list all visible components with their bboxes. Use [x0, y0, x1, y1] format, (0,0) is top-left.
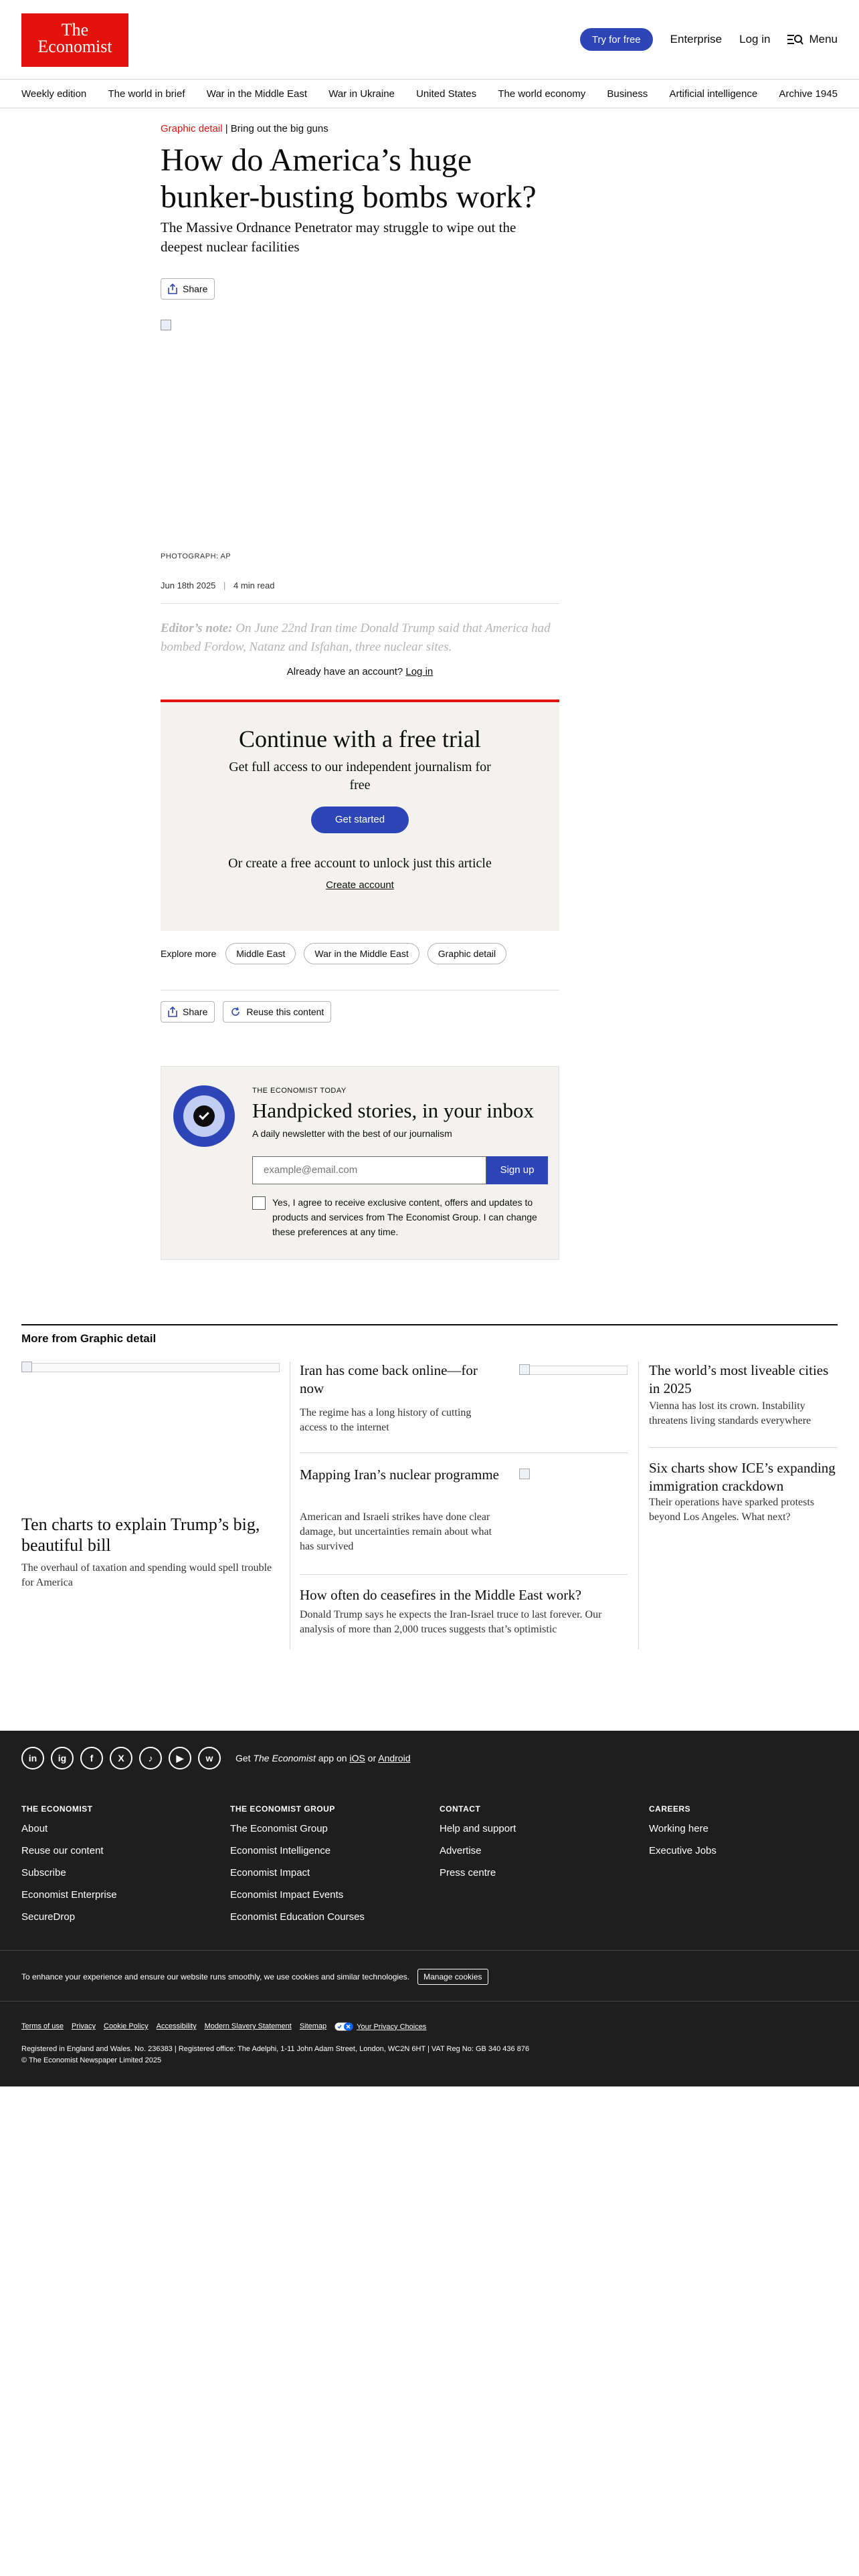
card-iran-nuclear-desc: American and Israeli strikes have done clear damage, but uncertainties remain about what has survived	[300, 1511, 492, 1552]
paywall-alt-text: Or create a free account to unlock just this article	[228, 856, 492, 871]
card-iran-nuclear-headline[interactable]: Mapping Iran’s nuclear programme	[300, 1467, 499, 1483]
linkedin-icon[interactable]: in	[21, 1747, 44, 1769]
social-links	[21, 1747, 221, 1769]
footer-link-impact[interactable]: Economist Impact	[230, 1867, 310, 1879]
nav-item-war-ukraine[interactable]: War in Ukraine	[328, 88, 395, 100]
top-nav	[0, 80, 859, 108]
legal-links	[21, 2022, 426, 2031]
publish-date: Jun 18th 2025	[161, 580, 216, 591]
x-icon[interactable]: X	[110, 1747, 132, 1769]
newsletter-description: A daily newsletter with the best of our journalism	[252, 1128, 452, 1139]
card-ice-desc: Their operations have sparked protests beyond Los Angeles. What next?	[649, 1497, 815, 1523]
reuse-label: Reuse this content	[246, 1006, 324, 1017]
card-ice-headline[interactable]: Six charts show ICE’s expanding immigration crackdown	[649, 1460, 836, 1494]
logo-line2: Economist	[37, 37, 112, 56]
header-actions	[580, 28, 838, 51]
nav-item-united-states[interactable]: United States	[416, 88, 477, 100]
share-button-bottom[interactable]	[161, 1001, 215, 1023]
share-label: Share	[183, 284, 208, 294]
instagram-icon[interactable]: ig	[51, 1747, 74, 1769]
enterprise-link[interactable]: Enterprise	[670, 33, 723, 45]
consent-checkbox-row	[252, 1195, 547, 1239]
photo-placeholder-icon	[161, 320, 171, 330]
economist-logo[interactable]	[21, 13, 128, 67]
nav-item-world-economy[interactable]: The world economy	[498, 88, 586, 100]
share-button[interactable]	[161, 278, 215, 300]
footer-link-working-here[interactable]: Working here	[649, 1823, 708, 1834]
android-link[interactable]: Android	[378, 1753, 411, 1763]
create-account-link[interactable]: Create account	[326, 879, 394, 891]
app-prefix: Get	[235, 1753, 254, 1763]
footer-link-press[interactable]: Press centre	[440, 1867, 496, 1879]
youtube-icon[interactable]: ▶	[169, 1747, 191, 1769]
tiktok-icon[interactable]: ♪	[139, 1747, 162, 1769]
reuse-content-button[interactable]	[223, 1001, 331, 1023]
menu-search-icon	[787, 33, 803, 45]
newsletter-clock-icon	[173, 1085, 235, 1147]
right-divider-1	[649, 1447, 838, 1448]
card-liveable-cities-headline[interactable]: The world’s most liveable cities in 2025	[649, 1362, 829, 1396]
already-have-account	[161, 666, 559, 677]
article-headline: How do America’s huge bunker-busting bombs work?	[161, 142, 537, 215]
manage-cookies-button[interactable]: Manage cookies	[417, 1969, 488, 1985]
newsletter-signup	[161, 1066, 559, 1260]
footer-link-education[interactable]: Economist Education Courses	[230, 1911, 365, 1923]
nav-item-archive[interactable]: Archive 1945	[779, 88, 838, 100]
footer-link-enterprise[interactable]: Economist Enterprise	[21, 1889, 117, 1901]
editors-note-text: On June 22nd Iran time Donald Trump said that America had bombed Fordow, Natanz and Isfahan, three nuclear sites.	[161, 621, 551, 654]
nav-item-weekly-edition[interactable]: Weekly edition	[21, 88, 87, 100]
copyright-text: © The Economist Newspaper Limited 2025	[21, 2056, 162, 2064]
topic-pill-graphic-detail[interactable]: Graphic detail	[427, 943, 506, 964]
newsletter-kicker: THE ECONOMIST TODAY	[252, 1087, 347, 1095]
middle-divider-2	[300, 1574, 628, 1575]
topic-pill-middle-east[interactable]: Middle East	[225, 943, 296, 964]
site-header	[0, 0, 859, 80]
footer-link-help[interactable]: Help and support	[440, 1823, 516, 1834]
footer-link-impact-events[interactable]: Economist Impact Events	[230, 1889, 344, 1901]
privacy-toggle-icon	[335, 2022, 353, 2031]
photo-credit: PHOTOGRAPH: AP	[161, 552, 231, 560]
article-photo	[161, 320, 559, 547]
refresh-icon	[230, 1006, 241, 1017]
footer-divider-2	[0, 2001, 859, 2002]
nav-item-business[interactable]: Business	[607, 88, 648, 100]
footer-heading: CONTACT	[440, 1804, 481, 1814]
legal-sitemap[interactable]: Sitemap	[299, 2022, 327, 2030]
article-rubric	[161, 123, 559, 134]
topic-pill-war-middle-east[interactable]: War in the Middle East	[304, 943, 419, 964]
footer-divider-1	[0, 1950, 859, 1951]
footer-col-group	[230, 1804, 365, 1933]
nav-item-world-in-brief[interactable]: The world in brief	[108, 88, 185, 100]
card-iran-online-image-icon[interactable]	[519, 1364, 530, 1375]
already-text: Already have an account?	[286, 666, 403, 677]
email-input[interactable]: example@email.com	[252, 1156, 486, 1184]
dateline-separator: |	[223, 580, 226, 591]
dateline-divider	[161, 603, 559, 604]
newsletter-form	[252, 1156, 548, 1184]
card-iran-online-desc: The regime has a long history of cutting access to the internet	[300, 1407, 472, 1433]
footer-link-subscribe[interactable]: Subscribe	[21, 1867, 66, 1879]
paywall-title: Continue with a free trial	[239, 726, 481, 752]
footer-link-about[interactable]: About	[21, 1823, 48, 1834]
login-inline-link[interactable]: Log in	[405, 666, 434, 677]
consent-checkbox[interactable]	[252, 1196, 266, 1210]
section-link[interactable]: Graphic detail	[161, 123, 223, 134]
footer-link-advertise[interactable]: Advertise	[440, 1845, 482, 1856]
card-ceasefires-headline[interactable]: How often do ceasefires in the Middle East work?	[300, 1587, 582, 1603]
legal-cookie-policy[interactable]: Cookie Policy	[104, 2022, 149, 2030]
logo-line1: The	[61, 20, 89, 39]
legal-privacy[interactable]: Privacy	[71, 2022, 96, 2030]
nav-item-war-middle-east[interactable]: War in the Middle East	[206, 88, 308, 100]
facebook-icon[interactable]: f	[80, 1747, 103, 1769]
article-dateline	[161, 580, 559, 591]
share-icon	[168, 284, 177, 294]
footer-col-economist	[21, 1804, 117, 1933]
try-for-free-button[interactable]: Try for free	[580, 28, 653, 51]
more-section-rule	[21, 1324, 838, 1325]
consent-text: Yes, I agree to receive exclusive content, offers and updates to products and services from The Economist Group. I can change these preferences at any time.	[272, 1197, 537, 1237]
registration-info	[21, 2044, 529, 2066]
registered-text: Registered in England and Wales. No. 236383 | Registered office: The Adelphi, 1-11 John Adam Street, London, WC2N 6HT | VAT Reg No: GB 340 436 876	[21, 2045, 530, 2053]
footer-link-securedrop[interactable]: SecureDrop	[21, 1911, 76, 1923]
rubric-separator: |	[222, 123, 231, 134]
share-label: Share	[183, 1006, 208, 1017]
editors-note-label: Editor’s note:	[161, 621, 233, 635]
privacy-choices-link[interactable]	[335, 2022, 426, 2031]
ios-link[interactable]: iOS	[349, 1753, 365, 1763]
app-mid: app on	[315, 1753, 350, 1763]
card-ceasefires-desc: Donald Trump says he expects the Iran-Israel truce to last forever. Our analysis of more than 2,000 truces suggests that’s optimistic	[300, 1609, 602, 1635]
site-footer	[0, 1731, 859, 2086]
article-standfirst: The Massive Ordnance Penetrator may struggle to wipe out the deepest nuclear facilities	[161, 219, 516, 255]
footer-heading: THE ECONOMIST GROUP	[230, 1804, 335, 1814]
footer-link-executive-jobs[interactable]: Executive Jobs	[649, 1845, 717, 1856]
card-iran-online-image-frame	[519, 1366, 628, 1375]
footer-link-intelligence[interactable]: Economist Intelligence	[230, 1845, 331, 1856]
footer-col-contact	[440, 1804, 516, 1889]
footer-col-careers	[649, 1804, 717, 1867]
nav-item-ai[interactable]: Artificial intelligence	[669, 88, 758, 100]
get-started-button[interactable]: Get started	[311, 807, 409, 833]
privacy-choices-label: Your Privacy Choices	[357, 2022, 427, 2031]
app-or: or	[365, 1753, 379, 1763]
menu-label: Menu	[809, 33, 838, 45]
flytitle: Bring out the big guns	[230, 123, 328, 134]
lead-image-icon[interactable]	[21, 1362, 32, 1372]
newsletter-title: Handpicked stories, in your inbox	[252, 1099, 535, 1122]
sign-up-button[interactable]: Sign up	[486, 1156, 548, 1184]
paywall-subtitle: Get full access to our independent journalism for free	[229, 760, 491, 792]
legal-terms[interactable]: Terms of use	[21, 2022, 64, 2030]
login-link[interactable]: Log in	[739, 33, 771, 45]
legal-accessibility[interactable]: Accessibility	[156, 2022, 197, 2030]
footer-heading: CAREERS	[649, 1804, 691, 1814]
cookie-text: To enhance your experience and ensure our website runs smoothly, we use cookies and similar technologies.	[21, 1972, 410, 1981]
explore-label: Explore more	[161, 948, 217, 959]
lead-card-headline[interactable]: Ten charts to explain Trump’s big, beautiful bill	[21, 1515, 260, 1555]
column-divider-2	[638, 1362, 639, 1649]
legal-modern-slavery[interactable]: Modern Slavery Statement	[204, 2022, 292, 2030]
card-liveable-cities-desc: Vienna has lost its crown. Instability threatens living standards everywhere	[649, 1400, 812, 1426]
paywall-panel	[161, 700, 559, 931]
footer-link-economist-group[interactable]: The Economist Group	[230, 1823, 328, 1834]
read-time: 4 min read	[233, 580, 275, 591]
more-section-title: More from Graphic detail	[21, 1332, 157, 1345]
article-tools	[161, 1001, 331, 1023]
app-name: The Economist	[253, 1753, 316, 1763]
card-iran-online-headline[interactable]: Iran has come back online—for now	[300, 1362, 478, 1396]
footer-heading: THE ECONOMIST	[21, 1804, 93, 1814]
footer-link-reuse[interactable]: Reuse our content	[21, 1845, 104, 1856]
lead-image-frame	[21, 1363, 280, 1372]
menu-button[interactable]	[787, 33, 838, 46]
app-download-line	[235, 1753, 411, 1763]
editors-note	[161, 619, 559, 657]
card-iran-nuclear-image-icon[interactable]	[519, 1469, 530, 1479]
whatsapp-icon[interactable]: w	[198, 1747, 221, 1769]
lead-card-desc: The overhaul of taxation and spending would spell trouble for America	[21, 1562, 272, 1588]
share-icon	[168, 1006, 177, 1017]
cookie-notice	[21, 1969, 488, 1985]
explore-more	[161, 943, 506, 964]
